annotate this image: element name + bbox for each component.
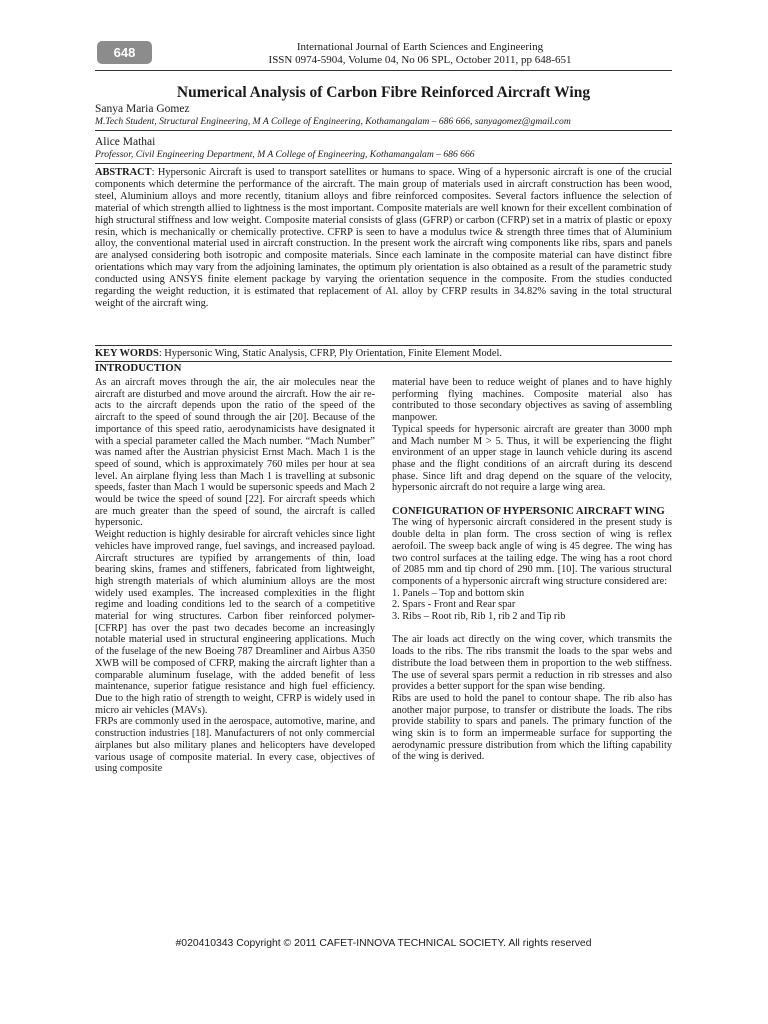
config-paragraph-1: The wing of hypersonic aircraft considered in the present study is double delta in plan form. The cross section of wing is reflex aerofoil. The sweep back angle of wing is 45 degree. The wing has two control surfaces at the tailing edge. The wing has a root chord of 2085 mm and tip chord of 290 mm. [10]. The various structural components of a hypersonic aircraft wing structure considered are: (392, 517, 672, 587)
journal-name: International Journal of Earth Sciences and Engineering (296, 41, 544, 53)
keywords-label: KEY WORDS (95, 348, 159, 359)
intro-paragraph-2: Weight reduction is highly desirable for aircraft vehicles since light vehicles have improved range, fuel savings, and increased payload. Aircraft structures are typified by arrangements of thin, load bearing skins, frames and stiffeners, fabricated from lightweight, high strength materials of which aluminium alloys are the most widely used examples. The increased complexities in the flight regime and loading conditions led to the search of a competitive material for wing structures. Carbon fiber reinforced polymer-[CFRP] has over the past two decades become an increasingly notable material used in structural engineering applications. Much of the fuselage of the new Boeing 787 Dreamliner and Airbus A350 XWB will be composed of CFRP, making the aircraft lighter than a comparable aluminum fuselage, with the added benefit of less maintenance, superior fatigue resistance and high fuel efficiency. Due to the high ratio of strength to weight, CFRP is widely used in micro air vehicles (MAVs). (95, 529, 375, 716)
intro-paragraph-4: material have been to reduce weight of planes and to have highly performing flying machines. Composite material also has contributed to those secondary objectives as saving of assembling manpower. (392, 377, 672, 424)
right-column (392, 377, 672, 763)
abstract-text: : Hypersonic Aircraft is used to transport satellites or humans to space. Wing of a hypersonic aircraft is one of the crucial components which determine the performance of the aircraft. The main group of materials used in aircraft construction has been wood, steel, Aluminium alloys and more recently, titanium alloys and fibre reinforced composites. Several factors influence the selection of material of which strength allied to lightness is the most important. Composite materials are well known for their excellent combination of high structural stiffness and low weight. Composite material consists of glass (GFRP) or carbon (CFRP) set in a matrix of plastic or epoxy resin, which is mechanically or chemically protective. CFRP is seen to have a modulus twice & strength three times that of Aluminium alloy, the conventional material used in aircraft construction. In the present work the aircraft wing components like ribs, spars and panels are analysed considering both isotropic and composite materials. Since each laminate in the composite material can have distinct fibre orientations which may vary from the adjoining laminates, the optimum ply orientation is also obtained as a result of the parametric study conducted using ANSYS finite element package by varying the orientation sequence in the composite. From the studies conducted regarding the weight reduction, it is estimated that replacement of Al. alloy by CFRP results in 34.82% saving in the total structural weight of the aircraft wing. (95, 167, 672, 309)
author-name-1: Sanya Maria Gomez (95, 103, 190, 115)
copyright-footer: #020410343 Copyright © 2011 CAFET-INNOVA TECHNICAL SOCIETY. All rights reserved (175, 938, 592, 949)
abstract-label: ABSTRACT (95, 167, 152, 178)
keywords-rule-top (95, 345, 672, 346)
journal-issn: ISSN 0974-5904, Volume 04, No 06 SPL, October 2011, pp 648-651 (268, 54, 572, 66)
intro-paragraph-3: FRPs are commonly used in the aerospace, automotive, marine, and construction industries [18]. Manufacturers of not only commercial airplanes but also military planes and helicopters have developed various usage of composite material. In every case, objectives of using composite (95, 716, 375, 775)
list-item: 1. Panels – Top and bottom skin (392, 587, 525, 599)
paper-title: Numerical Analysis of Carbon Fibre Reinforced Aircraft Wing (176, 84, 591, 101)
author-rule-2 (95, 163, 672, 164)
intro-paragraph-1: As an aircraft moves through the air, the air molecules near the aircraft are disturbed and move around the aircraft. How the air re-acts to the aircraft depends upon the ratio of the speed of the aircraft to the speed of sound through the air [20]. Because of the importance of this speed ratio, aerodynamicists have designated it with a special parameter called the Mach number. “Mach Number” was named after the Austrian physicist Ernst Mach. Mach 1 is the speed of sound, which is approximately 760 miles per hour at sea level. An airplane flying less than Mach 1 is travelling at subsonic speeds, faster than Mach 1 would be supersonic speeds and Mach 2 would be twice the speed of sound [22]. For aircraft speeds which are much greater than the speed of sound, the aircraft is called hypersonic. (95, 377, 375, 529)
abstract (95, 167, 672, 310)
component-list (392, 588, 672, 623)
author-affiliation-2: Professor, Civil Engineering Department, M A College of Engineering, Kothamangalam – 686 666 (95, 149, 475, 160)
spacer (392, 623, 672, 635)
keywords-text: : Hypersonic Wing, Static Analysis, CFRP, Ply Orientation, Finite Element Model. (158, 348, 502, 359)
spacer (392, 494, 672, 506)
author-name-2: Alice Mathai (95, 136, 156, 148)
keywords (95, 347, 672, 360)
author-affiliation-1: M.Tech Student, Structural Engineering, M A College of Engineering, Kothamangalam – 686 666, sanyagomez@gmail.com (95, 116, 571, 127)
section-heading-configuration: CONFIGURATION OF HYPERSONIC AIRCRAFT WING (392, 505, 665, 517)
list-item: 3. Ribs – Root rib, Rib 1, rib 2 and Tip rib (392, 611, 566, 623)
list-item: 2. Spars - Front and Rear spar (392, 599, 516, 611)
author-rule-1 (95, 130, 672, 131)
page-number-badge: 648 (97, 41, 152, 64)
left-column (95, 377, 375, 775)
intro-paragraph-5: Typical speeds for hypersonic aircraft are greater than 3000 mph and Mach number M > 5. Thus, it will be experiencing the flight environment of an upper stage in launch vehicle during its ascend phase and the flight conditions of an aircraft during its descend phase. Since lift and drag depend on the square of the velocity, hypersonic aircraft do not require a large wing area. (392, 423, 672, 494)
journal-header (180, 41, 660, 67)
config-paragraph-3: Ribs are used to hold the panel to contour shape. The rib also has another major purpose, to transfer or distribute the loads. The ribs provide stability to spars and panels. The primary function of the wing skin is to form an impermeable surface for supporting the aerodynamic pressure distribution from which the lifting capability of the wing is derived. (392, 692, 672, 763)
config-paragraph-2: The air loads act directly on the wing cover, which transmits the loads to the ribs. The ribs transmit the loads to the spar webs and distribute the load between them in proportion to the web stiffness. The use of several spars permit a reduction in rib stresses and also provides a better support for the span wise bending. (392, 634, 672, 693)
section-heading-introduction: INTRODUCTION (95, 362, 182, 374)
header-rule (95, 70, 672, 71)
